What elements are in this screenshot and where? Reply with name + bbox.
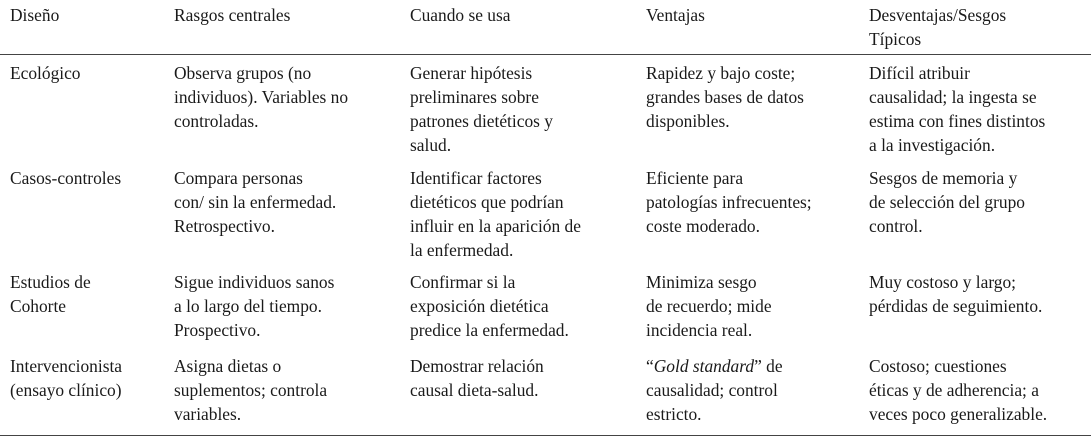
cell-when: Confirmar si la exposición dietética predice la enfermedad.: [410, 272, 569, 340]
table-row: [0, 264, 1091, 348]
study-designs-table: [0, 1, 1091, 426]
cell-advantages: [636, 348, 859, 426]
cell-disadvantages: Muy costoso y largo; pérdidas de seguimiento.: [869, 272, 1043, 316]
cell-advantages: Rapidez y bajo coste; grandes bases de datos disponibles.: [646, 63, 804, 131]
cell-features: Observa grupos (no individuos). Variables no controladas.: [174, 63, 349, 131]
header-when: Cuando se usa: [410, 5, 511, 25]
header-design: Diseño: [10, 5, 60, 25]
header-advantages: Ventajas: [646, 5, 705, 25]
table-row: [0, 55, 1091, 161]
table-row: [0, 160, 1091, 264]
cell-disadvantages: Difícil atribuir causalidad; la ingesta se estima con fines distintos a la investigación.: [869, 63, 1046, 155]
cell-design: Intervencionista (ensayo clínico): [10, 356, 123, 400]
gold-standard-text: Gold standard: [653, 356, 755, 376]
cell-features: Compara personas con/ sin la enfermedad. Retrospectivo.: [174, 168, 337, 236]
cell-disadvantages: Costoso; cuestiones éticas y de adherencia; a veces poco generalizable.: [869, 356, 1048, 424]
table-header: [0, 1, 1091, 55]
cell-disadvantages: Sesgos de memoria y de selección del grupo control.: [869, 168, 1025, 236]
cell-when: Identificar factores dietéticos que podrían influir en la aparición de la enfermedad.: [410, 168, 581, 260]
table-row: [0, 348, 1091, 426]
open-quote: “: [646, 356, 654, 376]
cell-features: Sigue individuos sanos a lo largo del tiempo. Prospectivo.: [174, 272, 335, 340]
header-features: Rasgos centrales: [174, 5, 291, 25]
cell-design: Ecológico: [10, 63, 81, 83]
header-disadvantages: Desventajas/Sesgos Típicos: [869, 5, 1007, 49]
cell-when: Demostrar relación causal dieta-salud.: [410, 356, 544, 400]
cell-when: Generar hipótesis preliminares sobre patrones dietéticos y salud.: [410, 63, 553, 155]
cell-advantages: Eficiente para patologías infrecuentes; coste moderado.: [646, 168, 812, 236]
table-body: [0, 55, 1091, 427]
cell-design: Estudios de Cohorte: [10, 272, 91, 316]
cell-features: Asigna dietas o suplementos; controla variables.: [174, 356, 328, 424]
advantages-rest: ” de causalidad; control estricto.: [646, 356, 783, 424]
cell-design: Casos-controles: [10, 168, 122, 188]
cell-advantages: Minimiza sesgo de recuerdo; mide incidencia real.: [646, 272, 772, 340]
header-row: [0, 1, 1091, 55]
